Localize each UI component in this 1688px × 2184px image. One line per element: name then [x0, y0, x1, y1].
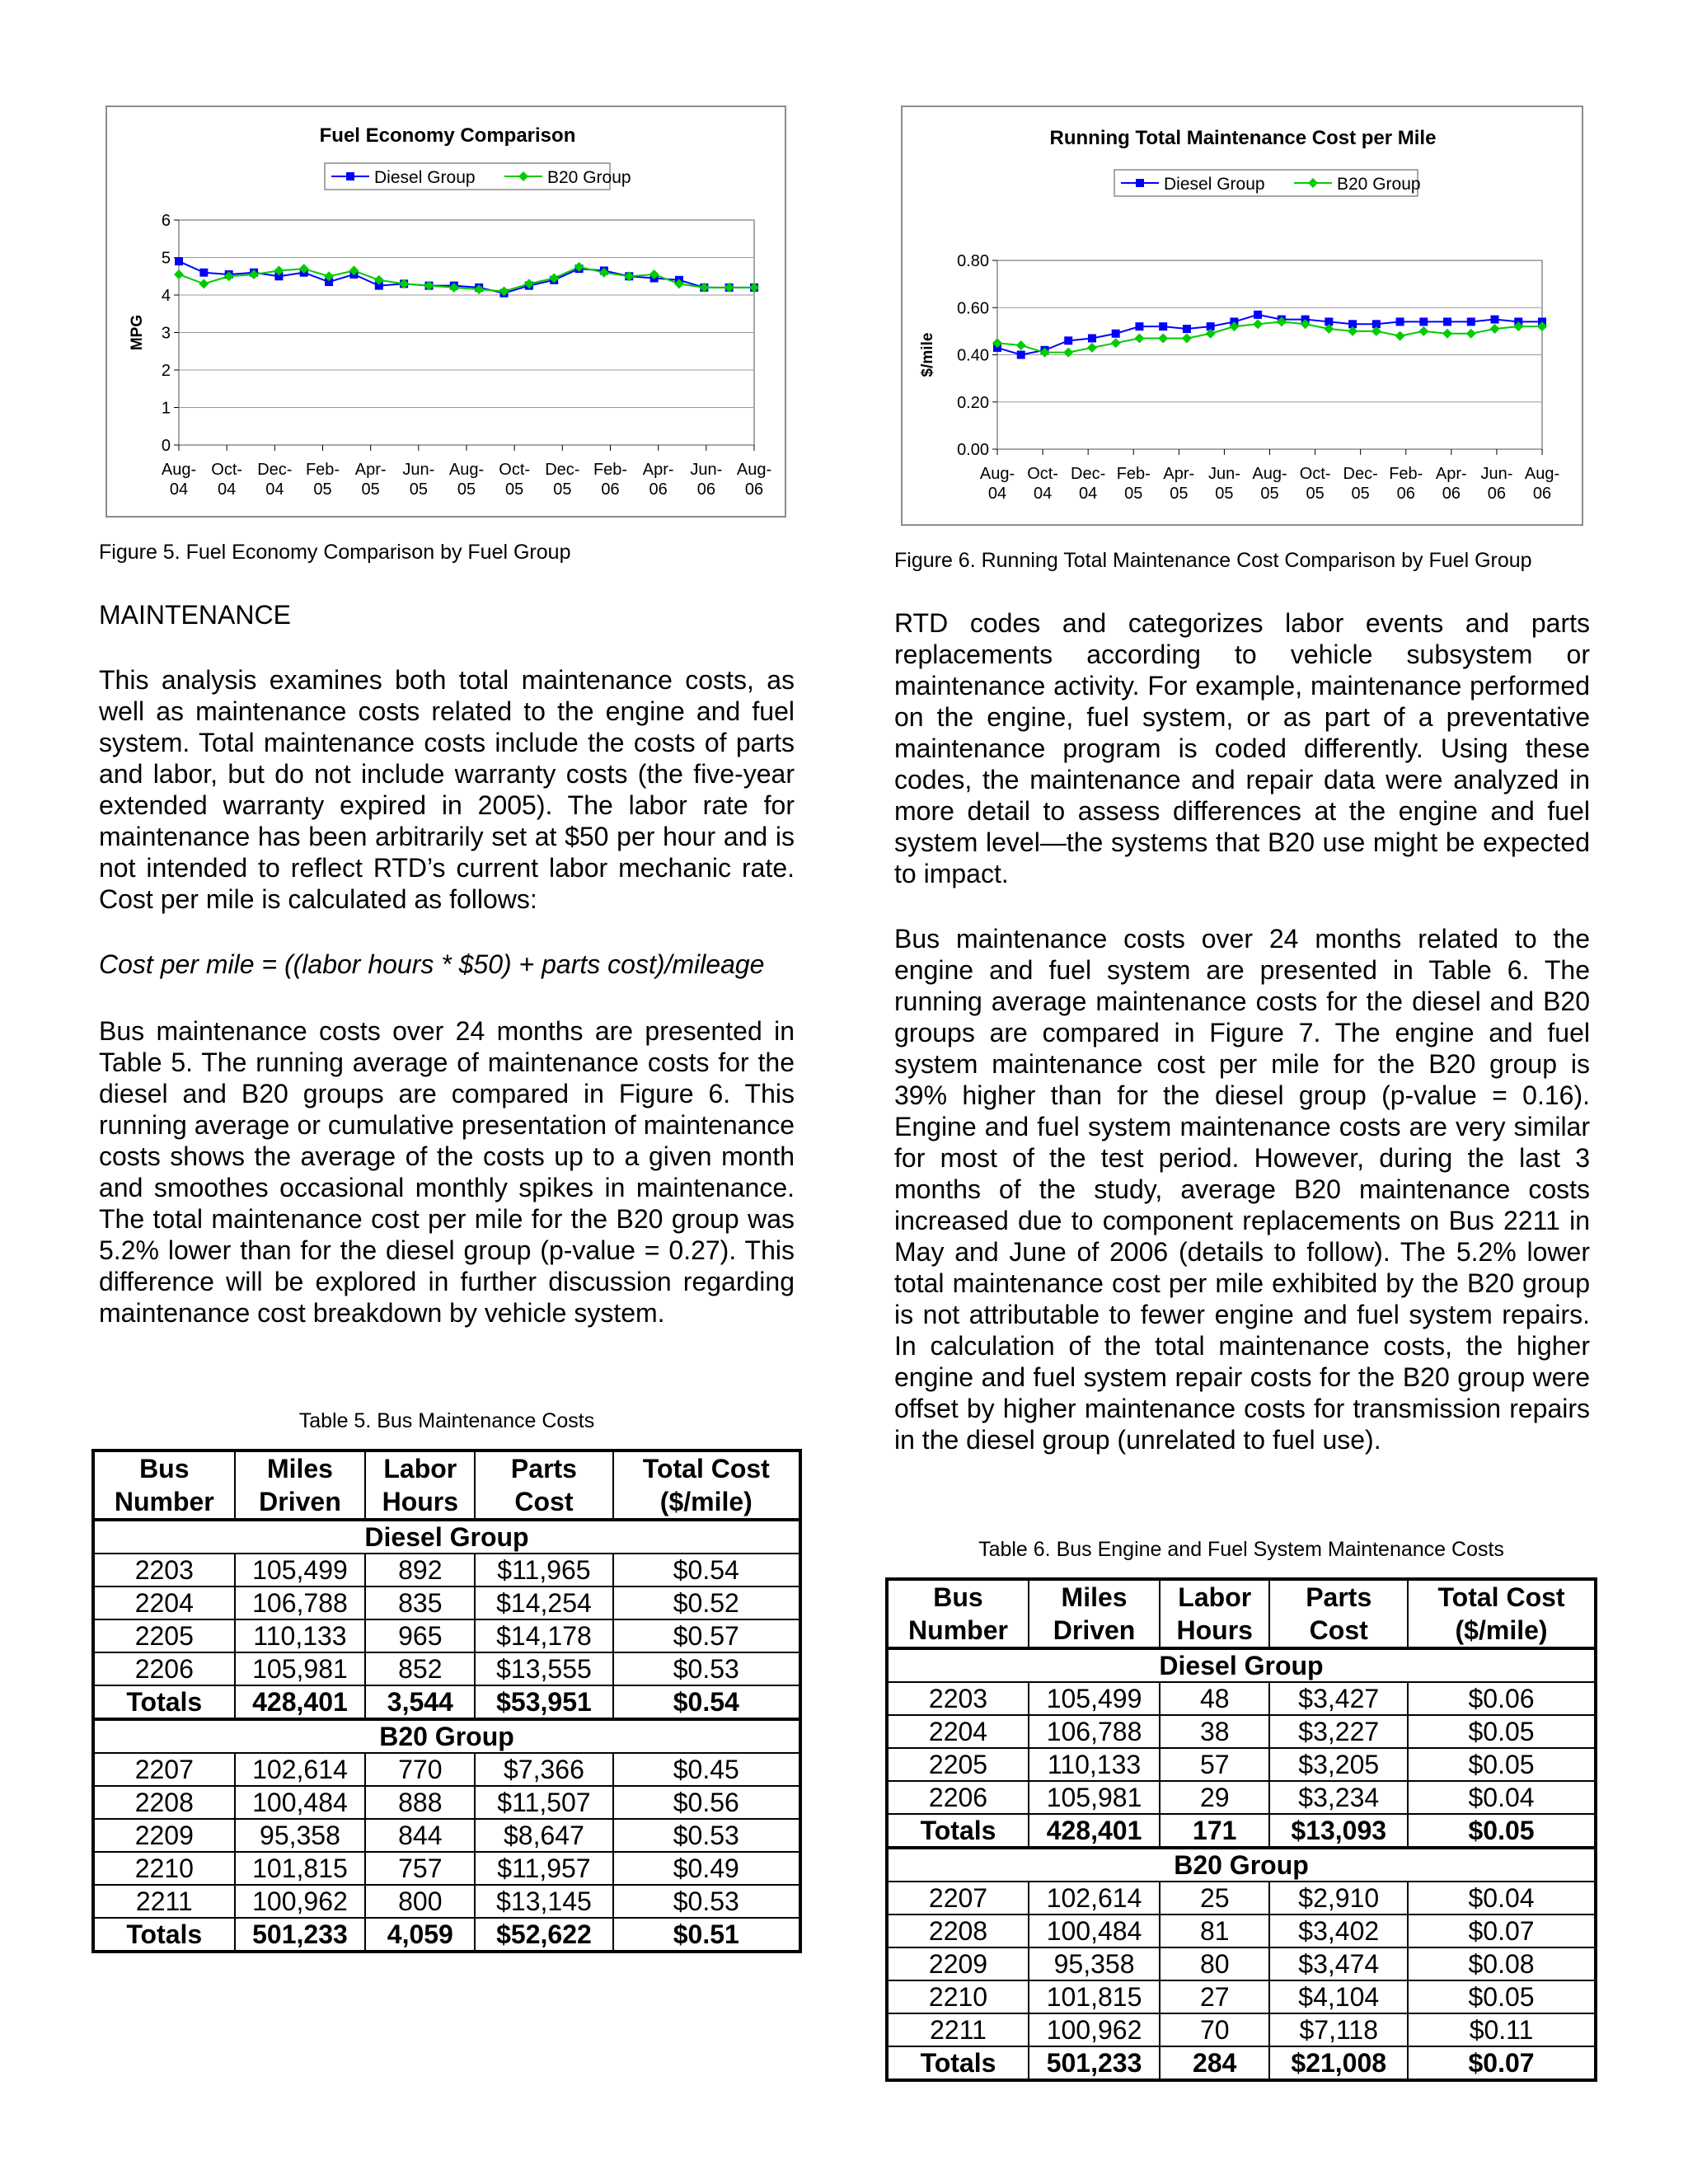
- table-cell: 38: [1160, 1715, 1269, 1748]
- table-cell: 57: [1160, 1748, 1269, 1781]
- x-tick-label: Oct-: [499, 461, 531, 479]
- data-point-0-11: [1254, 311, 1262, 319]
- table-row: [93, 1753, 800, 1786]
- table-cell: $13,145: [475, 1885, 612, 1918]
- legend-label-0: Diesel Group: [374, 168, 476, 187]
- x-tick-label: Oct-: [211, 461, 243, 479]
- x-tick-label-year: 06: [1532, 485, 1552, 503]
- data-point-0-0: [175, 257, 183, 265]
- table-row: [93, 1885, 800, 1918]
- x-tick-label-year: 06: [601, 480, 620, 499]
- totals-row: [887, 2046, 1596, 2080]
- table-cell: 70: [1160, 2013, 1269, 2046]
- totals-row: [93, 1918, 800, 1952]
- x-tick-label-year: 05: [1351, 485, 1370, 503]
- table-cell: 105,499: [1029, 1682, 1160, 1715]
- totals-cell: $53,951: [475, 1685, 612, 1719]
- x-tick-label-year: 04: [169, 480, 189, 499]
- table-cell: $3,427: [1269, 1682, 1408, 1715]
- y-tick-label: 6: [161, 212, 171, 230]
- x-tick-label-year: 05: [457, 480, 476, 499]
- table-cell: 2208: [887, 1915, 1029, 1947]
- fuel-economy-chart-svg: [107, 107, 785, 516]
- column-header: Total Cost ($/mile): [613, 1451, 800, 1520]
- y-tick-label: 0: [161, 437, 171, 455]
- table-cell: 2204: [887, 1715, 1029, 1748]
- table-cell: 2205: [93, 1619, 235, 1652]
- table-cell: 106,788: [235, 1586, 366, 1619]
- table-cell: 757: [365, 1852, 475, 1885]
- y-tick-label: 1: [161, 399, 171, 418]
- x-tick-label: Dec-: [545, 461, 580, 479]
- maintenance-heading: MAINTENANCE: [99, 600, 291, 630]
- column-header: Bus Number: [887, 1579, 1029, 1648]
- totals-cell: 501,233: [235, 1918, 366, 1952]
- x-tick-label: Aug-: [979, 465, 1015, 483]
- x-tick-label: Feb-: [1389, 465, 1423, 483]
- data-point-0-3: [1064, 336, 1072, 344]
- table-cell: 2207: [93, 1753, 235, 1786]
- table-cell: $0.04: [1408, 1882, 1596, 1915]
- table-cell: 100,962: [1029, 2013, 1160, 2046]
- y-tick-label: 2: [161, 362, 171, 380]
- x-tick-label-year: 05: [409, 480, 428, 499]
- table-cell: 102,614: [1029, 1882, 1160, 1915]
- data-point-0-4: [1088, 334, 1096, 342]
- fuel-economy-chart: [106, 105, 786, 518]
- column-header: Miles Driven: [235, 1451, 366, 1520]
- column-header: Labor Hours: [1160, 1579, 1269, 1648]
- totals-cell: 171: [1160, 1814, 1269, 1848]
- y-tick-label: 0.20: [957, 393, 989, 412]
- x-tick-label: Oct-: [1299, 465, 1331, 483]
- x-tick-label-year: 06: [649, 480, 668, 499]
- table5: [91, 1449, 802, 1953]
- table-cell: $0.05: [1408, 1715, 1596, 1748]
- x-tick-label-year: 06: [696, 480, 715, 499]
- table-cell: 800: [365, 1885, 475, 1918]
- totals-cell: $0.05: [1408, 1814, 1596, 1848]
- table-cell: 100,484: [235, 1786, 366, 1819]
- x-tick-label-year: 06: [1396, 485, 1415, 503]
- figure6-caption: Figure 6. Running Total Maintenance Cost Comparison by Fuel Group: [894, 549, 1532, 572]
- column-header: Labor Hours: [365, 1451, 475, 1520]
- table-cell: $4,104: [1269, 1980, 1408, 2013]
- table-cell: $0.53: [613, 1819, 800, 1852]
- table-cell: $0.52: [613, 1586, 800, 1619]
- table-cell: 770: [365, 1753, 475, 1786]
- totals-cell: Totals: [887, 2046, 1029, 2080]
- figure5-caption: Figure 5. Fuel Economy Comparison by Fuel Group: [99, 541, 571, 564]
- table-row: [93, 1652, 800, 1685]
- totals-row: [93, 1685, 800, 1719]
- group-header-row: [887, 1848, 1596, 1882]
- legend-marker-0: [1136, 179, 1144, 187]
- cost-formula: Cost per mile = ((labor hours * $50) + parts cost)/mileage: [99, 949, 765, 979]
- group-label: Diesel Group: [93, 1520, 800, 1554]
- data-point-0-8: [1183, 325, 1191, 333]
- chart-title: Fuel Economy Comparison: [319, 124, 576, 147]
- table-cell: 95,358: [1029, 1947, 1160, 1980]
- totals-cell: 284: [1160, 2046, 1269, 2080]
- x-tick-label: Jun-: [402, 461, 435, 479]
- data-point-0-1: [199, 269, 208, 277]
- x-tick-label-year: 05: [1215, 485, 1234, 503]
- table-cell: $3,205: [1269, 1748, 1408, 1781]
- group-label: B20 Group: [93, 1719, 800, 1753]
- x-tick-label: Apr-: [1435, 465, 1467, 483]
- y-tick-label: 5: [161, 249, 171, 268]
- table-cell: $0.04: [1408, 1781, 1596, 1814]
- table-cell: 2206: [887, 1781, 1029, 1814]
- group-header-row: [93, 1719, 800, 1753]
- table-cell: 25: [1160, 1882, 1269, 1915]
- table-cell: $0.54: [613, 1554, 800, 1586]
- x-tick-label: Dec-: [1343, 465, 1378, 483]
- x-tick-label: Aug-: [1252, 465, 1287, 483]
- table-cell: $0.11: [1408, 2013, 1596, 2046]
- y-tick-label: 0.00: [957, 441, 989, 459]
- y-tick-label: 0.60: [957, 299, 989, 318]
- group-header-row: [93, 1520, 800, 1554]
- x-tick-label: Aug-: [161, 461, 197, 479]
- table-header-row: [887, 1579, 1596, 1648]
- legend-label-1: B20 Group: [547, 168, 631, 187]
- table-cell: 2204: [93, 1586, 235, 1619]
- legend-label-0: Diesel Group: [1164, 175, 1265, 194]
- table-row: [887, 1882, 1596, 1915]
- x-tick-label: Feb-: [593, 461, 628, 479]
- x-tick-label-year: 04: [1033, 485, 1053, 503]
- totals-cell: 3,544: [365, 1685, 475, 1719]
- table-row: [93, 1586, 800, 1619]
- totals-cell: $21,008: [1269, 2046, 1408, 2080]
- table-cell: $3,234: [1269, 1781, 1408, 1814]
- data-point-0-20: [1467, 317, 1475, 326]
- table-cell: 101,815: [1029, 1980, 1160, 2013]
- totals-cell: Totals: [93, 1685, 235, 1719]
- column-header: Parts Cost: [1269, 1579, 1408, 1648]
- x-tick-label-year: 05: [1260, 485, 1279, 503]
- x-tick-label-year: 04: [1079, 485, 1098, 503]
- x-tick-label: Dec-: [257, 461, 293, 479]
- table-cell: $7,118: [1269, 2013, 1408, 2046]
- totals-cell: $0.07: [1408, 2046, 1596, 2080]
- table-cell: $8,647: [475, 1819, 612, 1852]
- data-point-0-7: [1159, 322, 1167, 330]
- table-cell: $11,965: [475, 1554, 612, 1586]
- totals-cell: 4,059: [365, 1918, 475, 1952]
- y-axis-label: MPG: [129, 314, 146, 351]
- table-cell: 2209: [93, 1819, 235, 1852]
- table-row: [887, 1715, 1596, 1748]
- table-row: [887, 1980, 1596, 2013]
- x-tick-label: Apr-: [642, 461, 674, 479]
- table-cell: 2210: [93, 1852, 235, 1885]
- column-header: Parts Cost: [475, 1451, 612, 1520]
- table-cell: $3,227: [1269, 1715, 1408, 1748]
- table-cell: $11,507: [475, 1786, 612, 1819]
- x-tick-label: Apr-: [1163, 465, 1195, 483]
- table-cell: $0.08: [1408, 1947, 1596, 1980]
- x-tick-label-year: 05: [1306, 485, 1325, 503]
- table-cell: 95,358: [235, 1819, 366, 1852]
- table-cell: 2203: [93, 1554, 235, 1586]
- table-cell: 2206: [93, 1652, 235, 1685]
- table-cell: 2209: [887, 1947, 1029, 1980]
- data-point-0-21: [1491, 316, 1499, 324]
- data-point-0-6: [1135, 322, 1143, 330]
- x-tick-label: Apr-: [354, 461, 387, 479]
- x-tick-label-year: 04: [218, 480, 237, 499]
- totals-cell: 501,233: [1029, 2046, 1160, 2080]
- table-cell: 106,788: [1029, 1715, 1160, 1748]
- x-tick-label: Jun-: [690, 461, 723, 479]
- right-paragraph-1: RTD codes and categorizes labor events and parts replacements according to vehicle subsystem or maintenance activity. For example, maintenance performed on the engine, fuel system, or as part of a preventative maintenance program is coded differently. Using these codes, the maintenance and repair data were analyzed in more detail to assess differences at the engine and fuel system level—the systems that B20 use might be expected to impact.: [894, 608, 1590, 888]
- table-row: [887, 1915, 1596, 1947]
- x-tick-label-year: 04: [265, 480, 284, 499]
- maintenance-cost-chart-svg: [903, 107, 1582, 524]
- table-cell: 2210: [887, 1980, 1029, 2013]
- table-cell: 102,614: [235, 1753, 366, 1786]
- table-cell: $11,957: [475, 1852, 612, 1885]
- table-cell: 27: [1160, 1980, 1269, 2013]
- table-cell: 48: [1160, 1682, 1269, 1715]
- table-cell: 965: [365, 1619, 475, 1652]
- table-cell: 80: [1160, 1947, 1269, 1980]
- y-tick-label: 4: [161, 287, 171, 305]
- left-paragraph-1: This analysis examines both total maintenance costs, as well as maintenance costs related to the engine and fuel system. Total maintenance costs include the costs of parts and labor, but do not include warranty costs (the five-year extended warranty expired in 2005). The labor rate for maintenance has been arbitrarily set at $50 per hour and is not intended to reflect RTD’s current labor mechanic rate. Cost per mile is calculated as follows:: [99, 665, 795, 914]
- table-cell: 100,962: [235, 1885, 366, 1918]
- y-tick-label: 3: [161, 324, 171, 343]
- table-cell: $0.49: [613, 1852, 800, 1885]
- totals-cell: Totals: [887, 1814, 1029, 1848]
- totals-cell: $0.51: [613, 1918, 800, 1952]
- table-cell: 2207: [887, 1882, 1029, 1915]
- table-cell: $14,178: [475, 1619, 612, 1652]
- x-tick-label: Oct-: [1027, 465, 1058, 483]
- table-row: [887, 1947, 1596, 1980]
- x-tick-label-year: 05: [361, 480, 380, 499]
- x-tick-label-year: 05: [553, 480, 572, 499]
- table-cell: 105,981: [1029, 1781, 1160, 1814]
- table-cell: $2,910: [1269, 1882, 1408, 1915]
- chart-title: Running Total Maintenance Cost per Mile: [1049, 127, 1437, 149]
- totals-cell: 428,401: [1029, 1814, 1160, 1848]
- x-tick-label: Dec-: [1071, 465, 1106, 483]
- legend-label-1: B20 Group: [1337, 175, 1421, 194]
- table-cell: 844: [365, 1819, 475, 1852]
- data-point-0-18: [1419, 317, 1428, 326]
- table-row: [887, 1748, 1596, 1781]
- table-cell: $0.53: [613, 1885, 800, 1918]
- totals-cell: $0.54: [613, 1685, 800, 1719]
- table-cell: $0.05: [1408, 1980, 1596, 2013]
- table-cell: 2205: [887, 1748, 1029, 1781]
- table-cell: $3,474: [1269, 1947, 1408, 1980]
- table-cell: 105,499: [235, 1554, 366, 1586]
- y-tick-label: 0.80: [957, 252, 989, 270]
- data-point-0-5: [1112, 330, 1120, 338]
- table-header-row: [93, 1451, 800, 1520]
- x-tick-label-year: 06: [744, 480, 764, 499]
- column-header: Total Cost ($/mile): [1408, 1579, 1596, 1648]
- x-tick-label: Aug-: [1524, 465, 1560, 483]
- group-label: B20 Group: [887, 1848, 1596, 1882]
- x-tick-label-year: 06: [1442, 485, 1461, 503]
- table-row: [93, 1786, 800, 1819]
- data-point-0-1: [1017, 351, 1025, 359]
- table-cell: 2211: [887, 2013, 1029, 2046]
- column-header: Miles Driven: [1029, 1579, 1160, 1648]
- table-cell: $0.56: [613, 1786, 800, 1819]
- table-cell: 892: [365, 1554, 475, 1586]
- totals-cell: $13,093: [1269, 1814, 1408, 1848]
- column-header: Bus Number: [93, 1451, 235, 1520]
- totals-cell: 428,401: [235, 1685, 366, 1719]
- y-axis-label: $/mile: [919, 332, 936, 377]
- x-tick-label-year: 05: [1170, 485, 1189, 503]
- table-row: [887, 1781, 1596, 1814]
- table-row: [887, 2013, 1596, 2046]
- table-cell: 2203: [887, 1682, 1029, 1715]
- table-cell: $14,254: [475, 1586, 612, 1619]
- totals-row: [887, 1814, 1596, 1848]
- data-point-0-19: [1443, 317, 1451, 326]
- table-cell: $0.06: [1408, 1682, 1596, 1715]
- table-row: [93, 1619, 800, 1652]
- table-cell: 2211: [93, 1885, 235, 1918]
- totals-cell: Totals: [93, 1918, 235, 1952]
- table5-caption: Table 5. Bus Maintenance Costs: [298, 1409, 595, 1432]
- table-row: [93, 1554, 800, 1586]
- x-tick-label: Aug-: [448, 461, 485, 479]
- table-cell: 835: [365, 1586, 475, 1619]
- table-cell: 2208: [93, 1786, 235, 1819]
- table-row: [93, 1852, 800, 1885]
- table-cell: 110,133: [235, 1619, 366, 1652]
- table-cell: 110,133: [1029, 1748, 1160, 1781]
- table-cell: $3,402: [1269, 1915, 1408, 1947]
- maintenance-cost-chart: [901, 105, 1583, 526]
- y-tick-label: 0.40: [957, 346, 989, 365]
- table-cell: 101,815: [235, 1852, 366, 1885]
- table-cell: 29: [1160, 1781, 1269, 1814]
- table-row: [887, 1682, 1596, 1715]
- table-cell: $0.53: [613, 1652, 800, 1685]
- table-cell: $13,555: [475, 1652, 612, 1685]
- x-tick-label-year: 04: [987, 485, 1007, 503]
- data-point-0-17: [1396, 317, 1404, 326]
- table-cell: $7,366: [475, 1753, 612, 1786]
- table-cell: 81: [1160, 1915, 1269, 1947]
- x-tick-label: Jun-: [1480, 465, 1513, 483]
- x-tick-label-year: 05: [313, 480, 332, 499]
- table-cell: $0.45: [613, 1753, 800, 1786]
- x-tick-label-year: 06: [1487, 485, 1507, 503]
- table-cell: 105,981: [235, 1652, 366, 1685]
- table-cell: 852: [365, 1652, 475, 1685]
- totals-cell: $52,622: [475, 1918, 612, 1952]
- table-cell: $0.07: [1408, 1915, 1596, 1947]
- x-tick-label: Feb-: [305, 461, 340, 479]
- table-row: [93, 1819, 800, 1852]
- left-paragraph-2: Bus maintenance costs over 24 months are presented in Table 5. The running average of maintenance costs for the diesel and B20 groups are compared in Figure 6. This running average or cumulative presentation of maintenance costs shows the average of the costs up to a given month and smoothes occasional monthly spikes in maintenance. The total maintenance cost per mile for the B20 group was 5.2% lower than for the diesel group (p-value = 0.27). This difference will be explored in further discussion regarding maintenance cost breakdown by vehicle system.: [99, 1016, 795, 1328]
- x-tick-label: Jun-: [1207, 465, 1240, 483]
- table6-caption: Table 6. Bus Engine and Fuel System Maintenance Costs: [978, 1538, 1504, 1561]
- table6: [885, 1577, 1597, 2082]
- x-tick-label: Aug-: [736, 461, 772, 479]
- x-tick-label: Feb-: [1116, 465, 1151, 483]
- group-label: Diesel Group: [887, 1648, 1596, 1682]
- group-header-row: [887, 1648, 1596, 1682]
- right-paragraph-2: Bus maintenance costs over 24 months related to the engine and fuel system are presented in Table 6. The running average maintenance costs for the diesel and B20 groups are compared in Figure 7. The engine and fuel system maintenance cost per mile for the B20 group is 39% higher than for the diesel group (p-value = 0.16). Engine and fuel system maintenance costs are very similar for most of the test period. However, during the last 3 months of the study, average B20 maintenance costs increased due to component replacements on Bus 2211 in May and June of 2006 (details to follow). The 5.2% lower total maintenance cost per mile exhibited by the B20 group is not attributable to fewer engine and fuel system repairs. In calculation of the total maintenance costs, the higher engine and fuel system repair costs for the B20 group were offset by higher maintenance costs for transmission repairs in the diesel group (unrelated to fuel use).: [894, 924, 1590, 1455]
- table-cell: 100,484: [1029, 1915, 1160, 1947]
- table-cell: $0.05: [1408, 1748, 1596, 1781]
- table-cell: 888: [365, 1786, 475, 1819]
- x-tick-label-year: 05: [1124, 485, 1143, 503]
- legend-marker-0: [346, 172, 354, 180]
- x-tick-label-year: 05: [505, 480, 524, 499]
- table-cell: $0.57: [613, 1619, 800, 1652]
